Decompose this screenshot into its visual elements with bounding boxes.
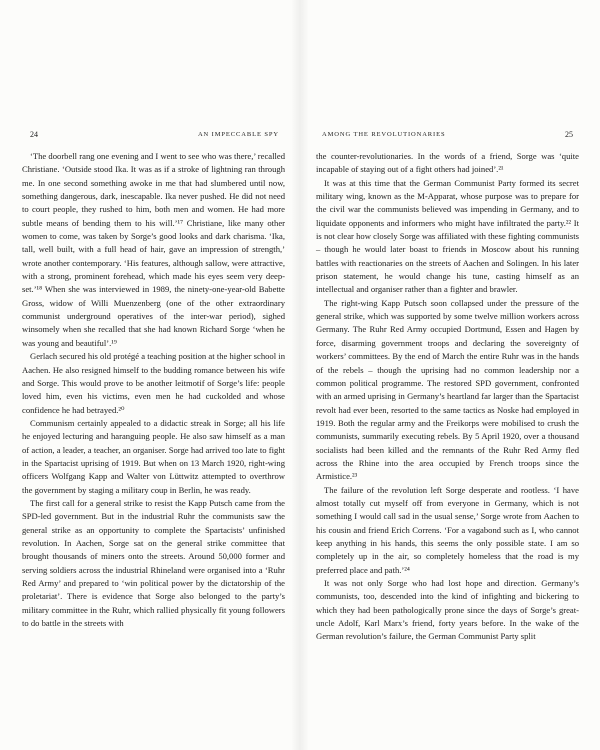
paragraph: Communism certainly appealed to a didactic streak in Sorge; all his life he enjoyed lecturing and haranguing people. He also saw himself as a man of action, a leader, a teacher, an organiser. Sorge had arrived too late to fight in the Spartacist uprising of 1919. But when on 13 March 1920, right-wing officers Wolfgang Kapp and Walter von Lüttwitz attempted to overthrow the government by staging a military coup in Berlin, he was ready.: [22, 417, 285, 495]
paragraph: The first call for a general strike to resist the Kapp Putsch came from the SPD-led government. But in the industrial Ruhr the communists saw the general strike as an opportunity to complete the Spartacists’ unfinished revolution. In Aachen, Sorge sat on the general strike committee that brought thousands of miners onto the streets. Around 50,000 former and serving soldiers across the industrial Rhineland were organised into a ‘Ruhr Red Army’ and prepared to ‘win political power by the dictatorship of the proletariat’. There is evidence that Sorge also belonged to the party’s military committee in the Ruhr, which rallied physically fit young followers to do battle in the streets with: [22, 497, 285, 629]
left-running-head: AN IMPECCABLE SPY: [197, 131, 279, 138]
paragraph: It was at this time that the German Communist Party formed its secret military wing, known as the M-Apparat, whose purpose was to prepare for the civil war the communists believed was impending in Germany, and to liquidate opponents and informers who might have infiltrated the party.²² It is not clear how closely Sorge was affiliated with these fighting communists – though he would later boast to friends in Moscow about his running battles with reactionaries on the streets of Aachen and Solingen. In his later prison statement, he would change his tune, casting himself as an intellectual and organiser rather than a fighter and brawler.: [316, 177, 579, 295]
paragraph: The failure of the revolution left Sorge desperate and rootless. ‘I have almost totally cut myself off from everyone in Germany, which is not something I would call sad in the usual sense,’ Sorge wrote from Aachen to his cousin and friend Erich Correns. ‘For a vagabond such as I, who cannot keep anything in his hands, this seems the only possible state. I am so completely up in the air, so completely homeless that the road is my preferred place and path.’²⁴: [316, 484, 579, 575]
gutter-shadow: [291, 0, 309, 750]
right-page: [316, 130, 579, 644]
right-page-header: [316, 130, 579, 144]
paragraph: Gerlach secured his old protégé a teaching position at the higher school in Aachen. He also resigned himself to the budding romance between his wife and Sorge. This would prove to be another leitmotif of Sorge’s life: people loved him, even his victims, even men he had cuckolded and whose confidence he had betrayed.²⁰: [22, 351, 285, 415]
paragraph: It was not only Sorge who had lost hope and direction. Germany’s communists, too, descended into the kind of infighting and bickering to which they had been pathologically prone since the days of Sorge’s great-uncle Adolf, Karl Marx’s friend, forty years before. In the wake of the German revolution’s failure, the German Communist Party split: [316, 578, 579, 642]
left-page-number: 24: [30, 130, 38, 139]
right-running-head: AMONG THE REVOLUTIONARIES: [322, 131, 446, 138]
paragraph: The right-wing Kapp Putsch soon collapsed under the pressure of the general strike, which was supported by some twelve million workers across Germany. The Ruhr Red Army occupied Dortmund, Essen and Hagen by force, disarming government troops and declaring the sovereignty of workers’ committees. By the end of March the entire Ruhr was in the hands of the rebels – though the uprising had no common leadership nor a common political programme. The restored SPD government, confronted with an armed uprising in Germany’s heartland far larger than the Spartacist revolt had ever been, resorted to the same tactics as Noske had employed in 1919. Both the regular army and the Freikorps were mobilised to crush the communists, summarily executing rebels. By 5 April 1920, over a thousand socialists had been killed and the remnants of the Ruhr Red Army fled across the Rhine into the area occupied by French troops since the Armistice.²³: [316, 297, 579, 482]
paragraph: ‘The doorbell rang one evening and I went to see who was there,’ recalled Christiane. ‘Outside stood Ika. It was as if a stroke of lightning ran through me. In one second something awoke in me that had slumbered until now, something dangerous, dark, inescapable. Ika never pushed. He did not need to court people, they rushed to him, both men and women. He had more subtle means of bending them to his will.’¹⁷ Christiane, like many other women to come, was taken by Sorge’s good looks and dark charisma. ‘Ika, tall, well built, with a full head of hair, gave an impression of strength,’ wrote another contemporary. ‘His features, although sallow, were attractive, with a strong, prominent forehead, which made his eyes seem very deep-set.’¹⁸ When she was interviewed in 1989, the ninety-one-year-old Babette Gross, widow of Willi Muenzenberg (one of the other extraordinary communist underground operatives of the inter-war period), sighed winsomely when she recalled that she had known Richard Sorge ‘when he was young and beautiful’.¹⁹: [22, 151, 285, 348]
left-page-text: [22, 150, 285, 630]
left-page: [22, 130, 285, 630]
right-page-number: 25: [565, 130, 573, 139]
right-page-text: [316, 150, 579, 644]
continued-paragraph: the counter-revolutionaries. In the words of a friend, Sorge was ‘quite incapable of staying out of a fight others had joined’.²¹: [316, 151, 579, 175]
left-page-header: [22, 130, 285, 144]
